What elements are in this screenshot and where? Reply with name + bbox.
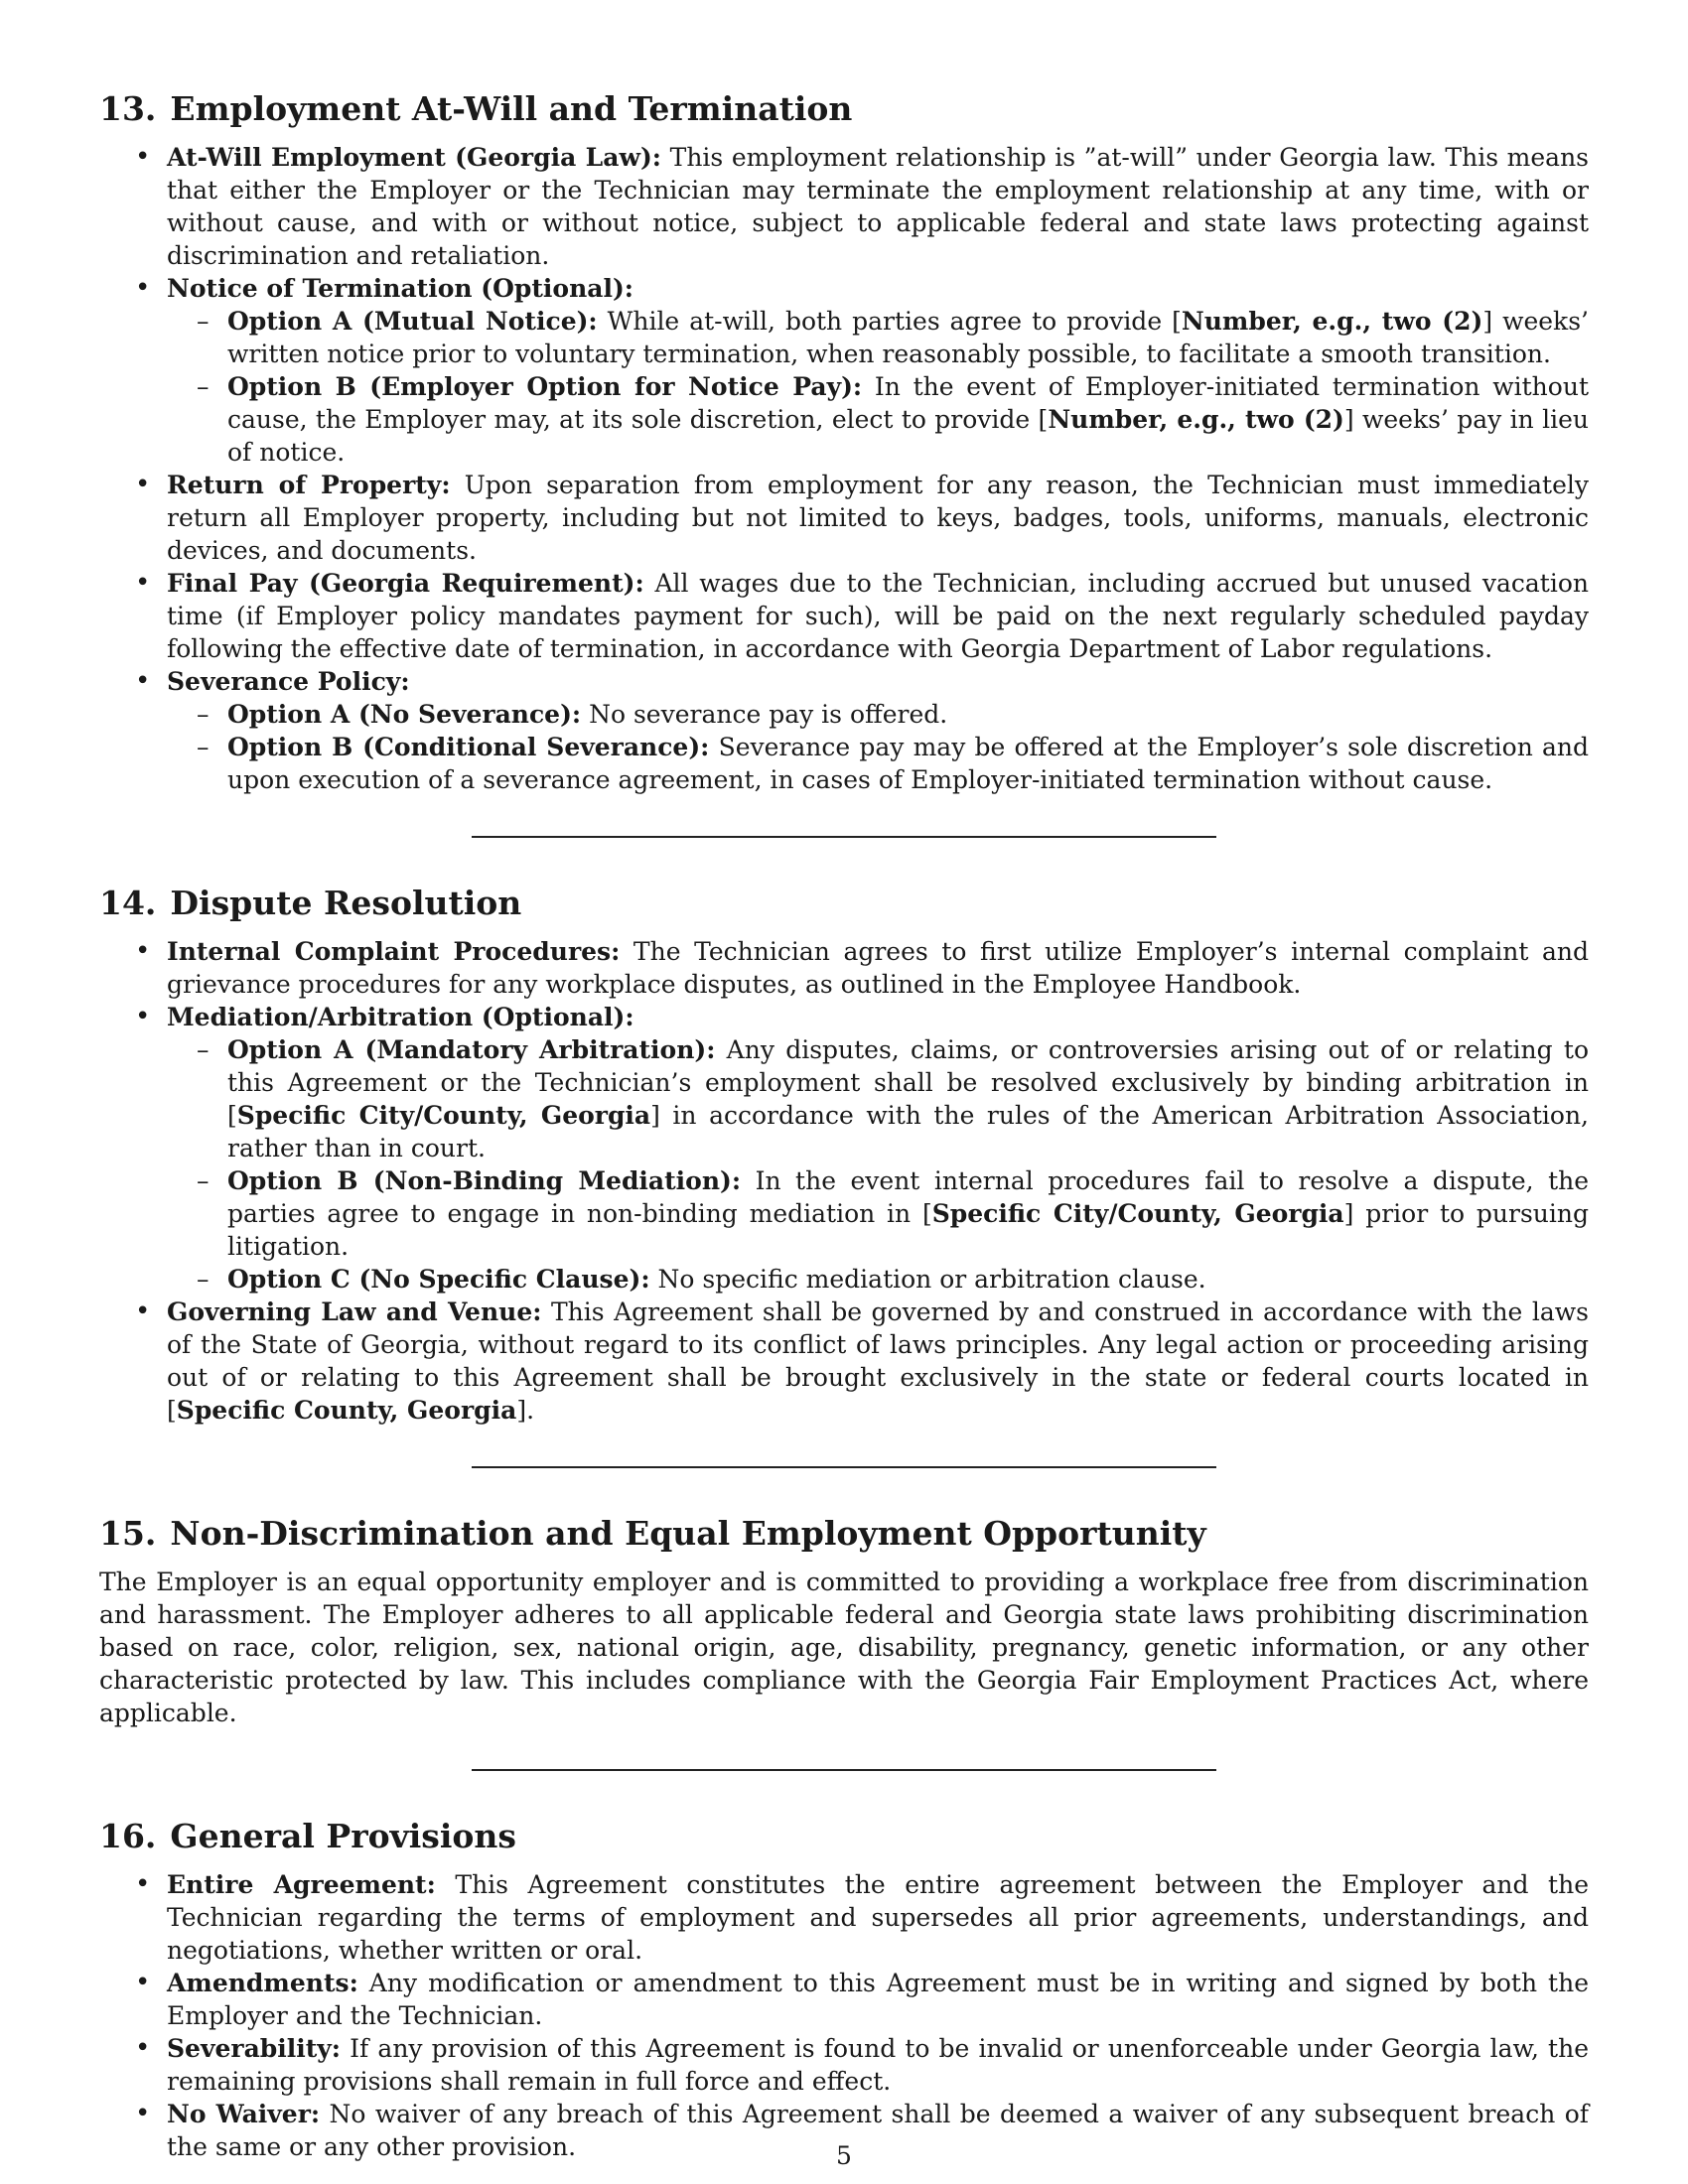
sub-list-item: [167, 305, 1589, 370]
option-text: No specific mediation or arbitration clause.: [649, 1265, 1206, 1294]
section-divider: [472, 1769, 1216, 1771]
section-15: [99, 1514, 1589, 1729]
document-page: [99, 89, 1589, 2163]
bullet-icon: •: [135, 1869, 151, 1899]
list-item: [99, 665, 1589, 796]
placeholder-bold: Specific City/County, Georgia: [236, 1101, 651, 1130]
option-label: Option B (Conditional Severance):: [227, 733, 710, 761]
option-text: In the event of Employer-initiated termination without cause, the Employer may, at its sole discretion, elect to provide [: [227, 372, 1589, 434]
item-label: Notice of Termination (Optional):: [167, 274, 634, 303]
item-label: Severance Policy:: [167, 667, 410, 696]
placeholder-bold: Specific County, Georgia: [176, 1396, 517, 1425]
option-text-tail: ] in accordance with the rules of the American Arbitration Association, rather than in court.: [227, 1101, 1589, 1162]
bullet-icon: •: [135, 142, 151, 172]
sub-list-item: [167, 370, 1589, 469]
list-item: [99, 272, 1589, 469]
item-text: This Agreement constitutes the entire agreement between the Employer and the Technician regarding the terms of employment and supersedes all prior agreements, understandings, and negotiations, whether written or oral.: [167, 1870, 1589, 1965]
list-item: [99, 141, 1589, 272]
section-heading: [99, 1514, 1589, 1554]
option-label: Option A (Mutual Notice):: [227, 307, 598, 336]
section-heading: [99, 884, 1589, 923]
section-13: [99, 89, 1589, 796]
section-title: Non-Discrimination and Equal Employment Opportunity: [170, 1514, 1206, 1553]
item-text: The Technician agrees to first utilize Employer’s internal complaint and grievance procedures for any workplace disputes, as outlined in the Employee Handbook.: [167, 937, 1589, 999]
option-label: Option B (Non-Binding Mediation):: [227, 1166, 742, 1195]
bullet-icon: •: [135, 1968, 151, 1997]
item-label: Internal Complaint Procedures:: [167, 937, 621, 966]
item-text-tail: ].: [516, 1396, 535, 1425]
placeholder-bold: Number, e.g., two (2): [1181, 307, 1483, 336]
list-item: [99, 469, 1589, 567]
option-text-tail: ] weeks’ pay in lieu of notice.: [227, 405, 1589, 467]
option-text: Any disputes, claims, or controversies arising out of or relating to this Agreement or the Technician’s employment shall be resolved exclusively by binding arbitration in [: [227, 1035, 1589, 1130]
option-text: Severance pay may be offered at the Employer’s sole discretion and upon execution of a severance agreement, in cases of Employer-initiated termination without cause.: [227, 733, 1589, 794]
bullet-icon: •: [135, 470, 151, 499]
option-text: While at-will, both parties agree to provide [: [597, 307, 1182, 336]
item-label: Governing Law and Venue:: [167, 1297, 542, 1326]
dash-icon: –: [197, 372, 210, 401]
bullet-list: [99, 1868, 1589, 2163]
item-label: Return of Property:: [167, 471, 451, 499]
section-number: 14.: [99, 884, 157, 922]
sub-list: [167, 1033, 1589, 1296]
item-text: No waiver of any breach of this Agreement shall be deemed a waiver of any subsequent breach of the same or any other provision.: [167, 2100, 1589, 2161]
item-label: Severability:: [167, 2034, 342, 2063]
section-title: Dispute Resolution: [170, 884, 522, 922]
item-text: Any modification or amendment to this Agreement must be in writing and signed by both the Employer and the Technician.: [167, 1969, 1589, 2030]
section-paragraph: The Employer is an equal opportunity employer and is committed to providing a workplace free from discrimination and harassment. The Employer adheres to all applicable federal and Georgia state laws prohibiting discrimination based on race, color, religion, sex, national origin, age, disability, pregnancy, genetic information, or any other characteristic protected by law. This includes compliance with the Georgia Fair Employment Practices Act, where applicable.: [99, 1568, 1589, 1727]
bullet-list: [99, 935, 1589, 1427]
item-label: At-Will Employment (Georgia Law):: [167, 143, 662, 172]
dash-icon: –: [197, 1265, 210, 1294]
sub-list-item: [167, 698, 1589, 731]
option-label: Option B (Employer Option for Notice Pay):: [227, 372, 863, 401]
item-label: Final Pay (Georgia Requirement):: [167, 569, 644, 598]
bullet-icon: •: [135, 568, 151, 598]
section-number: 15.: [99, 1514, 157, 1553]
bullet-list: [99, 141, 1589, 796]
section-14: [99, 884, 1589, 1427]
item-text: This Agreement shall be governed by and construed in accordance with the laws of the State of Georgia, without regard to its conflict of laws principles. Any legal action or proceeding arising out of or relating to this Agreement shall be brought exclusively in the state or federal courts located in [: [167, 1297, 1590, 1425]
dash-icon: –: [197, 733, 210, 761]
sub-list-item: [167, 1033, 1589, 1164]
option-label: Option C (No Specific Clause):: [227, 1265, 650, 1294]
sub-list-item: [167, 731, 1589, 796]
sub-list: [167, 305, 1589, 469]
list-item: [99, 1296, 1589, 1427]
sub-list: [167, 698, 1589, 796]
list-item: [99, 2032, 1589, 2098]
option-text: In the event internal procedures fail to resolve a dispute, the parties agree to engage in non-binding mediation in [: [227, 1166, 1590, 1228]
item-label: Entire Agreement:: [167, 1870, 436, 1899]
item-label: No Waiver:: [167, 2100, 321, 2128]
dash-icon: –: [197, 307, 210, 336]
option-label: Option A (Mandatory Arbitration):: [227, 1035, 716, 1064]
option-text-tail: ] weeks’ written notice prior to voluntary termination, when reasonably possible, to facilitate a smooth transition.: [227, 307, 1589, 368]
section-divider: [472, 1466, 1216, 1468]
dash-icon: –: [197, 1035, 210, 1064]
bullet-icon: •: [135, 273, 151, 303]
sub-list-item: [167, 1263, 1589, 1296]
list-item: [99, 1868, 1589, 1967]
section-title: General Provisions: [170, 1817, 517, 1855]
section-number: 16.: [99, 1817, 157, 1855]
item-text: If any provision of this Agreement is found to be invalid or unenforceable under Georgia law, the remaining provisions shall remain in full force and effect.: [167, 2034, 1589, 2096]
section-divider: [472, 836, 1216, 838]
dash-icon: –: [197, 1166, 210, 1195]
bullet-icon: •: [135, 2033, 151, 2063]
placeholder-bold: Specific City/County, Georgia: [931, 1199, 1344, 1228]
item-text: This employment relationship is ”at-will” under Georgia law. This means that either the Employer or the Technician may terminate the employment relationship at any time, with or without cause, and with or without notice, subject to applicable federal and state laws protecting against discrimination and retaliation.: [167, 143, 1589, 270]
section-number: 13.: [99, 89, 157, 128]
item-label: Mediation/Arbitration (Optional):: [167, 1003, 634, 1031]
dash-icon: –: [197, 700, 210, 729]
option-text-tail: ] prior to pursuing litigation.: [227, 1199, 1590, 1261]
list-item: [99, 935, 1589, 1001]
section-heading: [99, 1817, 1589, 1856]
item-text: Upon separation from employment for any reason, the Technician must immediately return all Employer property, including but not limited to keys, badges, tools, uniforms, manuals, electronic devices, and documents.: [167, 471, 1589, 565]
bullet-icon: •: [135, 2099, 151, 2128]
sub-list-item: [167, 1164, 1589, 1263]
section-16: [99, 1817, 1589, 2163]
bullet-icon: •: [135, 936, 151, 966]
page-number: 5: [836, 2141, 852, 2170]
section-heading: [99, 89, 1589, 129]
placeholder-bold: Number, e.g., two (2): [1048, 405, 1344, 434]
list-item: [99, 1967, 1589, 2032]
item-text: All wages due to the Technician, including accrued but unused vacation time (if Employer policy mandates payment for such), will be paid on the next regularly scheduled payday following the effective date of termination, in accordance with Georgia Department of Labor regulations.: [167, 569, 1589, 663]
section-title: Employment At-Will and Termination: [170, 89, 853, 128]
list-item: [99, 1001, 1589, 1296]
option-label: Option A (No Severance):: [227, 700, 582, 729]
bullet-icon: •: [135, 666, 151, 696]
bullet-icon: •: [135, 1002, 151, 1031]
option-text: No severance pay is offered.: [581, 700, 948, 729]
bullet-icon: •: [135, 1297, 151, 1326]
item-label: Amendments:: [167, 1969, 358, 1997]
list-item: [99, 567, 1589, 665]
